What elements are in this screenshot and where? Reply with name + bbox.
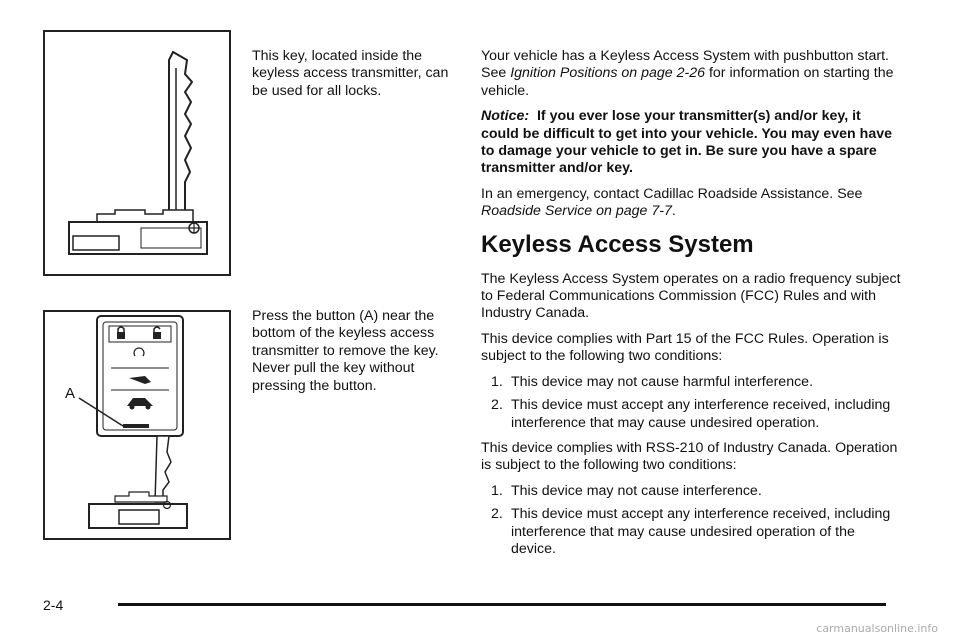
emergency-paragraph: In an emergency, contact Cadillac Roadside Assistance. See Roadside Service on page 7-7.	[481, 185, 863, 220]
list-item: 1. This device may not cause interference.	[491, 482, 762, 499]
key-illustration	[43, 30, 231, 276]
key-drawing	[45, 32, 229, 274]
button-caption: Press the button (A) near the bottom of the keyless access transmitter to remove the key. Never pull the key without pressing the button.	[252, 308, 439, 394]
notice-paragraph: Notice: If you ever lose your transmitter(s) and/or key, it could be difficult to get into your vehicle. You may even have to damage your vehicle to get in. Be sure you have a spare transmitter and/or key.	[481, 108, 892, 177]
intro-paragraph: Your vehicle has a Keyless Access System with pushbutton start. See Ignition Positions on page 2-26 for information on starting the vehicle.	[481, 48, 894, 99]
rss-conditions-list	[481, 483, 901, 559]
list-item: 2. This device must accept any interference received, including interference that may cause undesired operation.	[491, 397, 891, 431]
key-caption: This key, located inside the keyless access transmitter, can be used for all locks.	[252, 48, 449, 99]
release-button-a	[123, 424, 149, 428]
radio-frequency-paragraph: The Keyless Access System operates on a radio frequency subject to Federal Communications Commission (FCC) Rules and with Industry Canada.	[481, 270, 901, 322]
rss-paragraph: This device complies with RSS-210 of Industry Canada. Operation is subject to the following two conditions:	[481, 439, 898, 474]
section-title: Keyless Access System	[481, 230, 754, 258]
main-column	[481, 48, 901, 566]
transmitter-drawing	[45, 312, 229, 538]
fcc-conditions-list	[481, 374, 901, 432]
footer-rule	[118, 603, 886, 606]
fcc-paragraph: This device complies with Part 15 of the FCC Rules. Operation is subject to the following two conditions:	[481, 330, 889, 365]
list-item: 1. This device may not cause harmful interference.	[491, 373, 814, 390]
list-item: 2. This device must accept any interference received, including interference that may cause undesired operation of the device.	[491, 506, 891, 557]
watermark: carmanualsonline.info	[816, 622, 938, 635]
roadside-service-link[interactable]: Roadside Service on page 7-7	[481, 203, 672, 220]
transmitter-illustration	[43, 310, 231, 540]
callout-label-a: A	[65, 385, 76, 402]
notice-label: Notice:	[481, 108, 530, 125]
ignition-positions-link[interactable]: Ignition Positions on page 2-26	[510, 65, 706, 82]
page-number: 2-4	[43, 597, 64, 613]
